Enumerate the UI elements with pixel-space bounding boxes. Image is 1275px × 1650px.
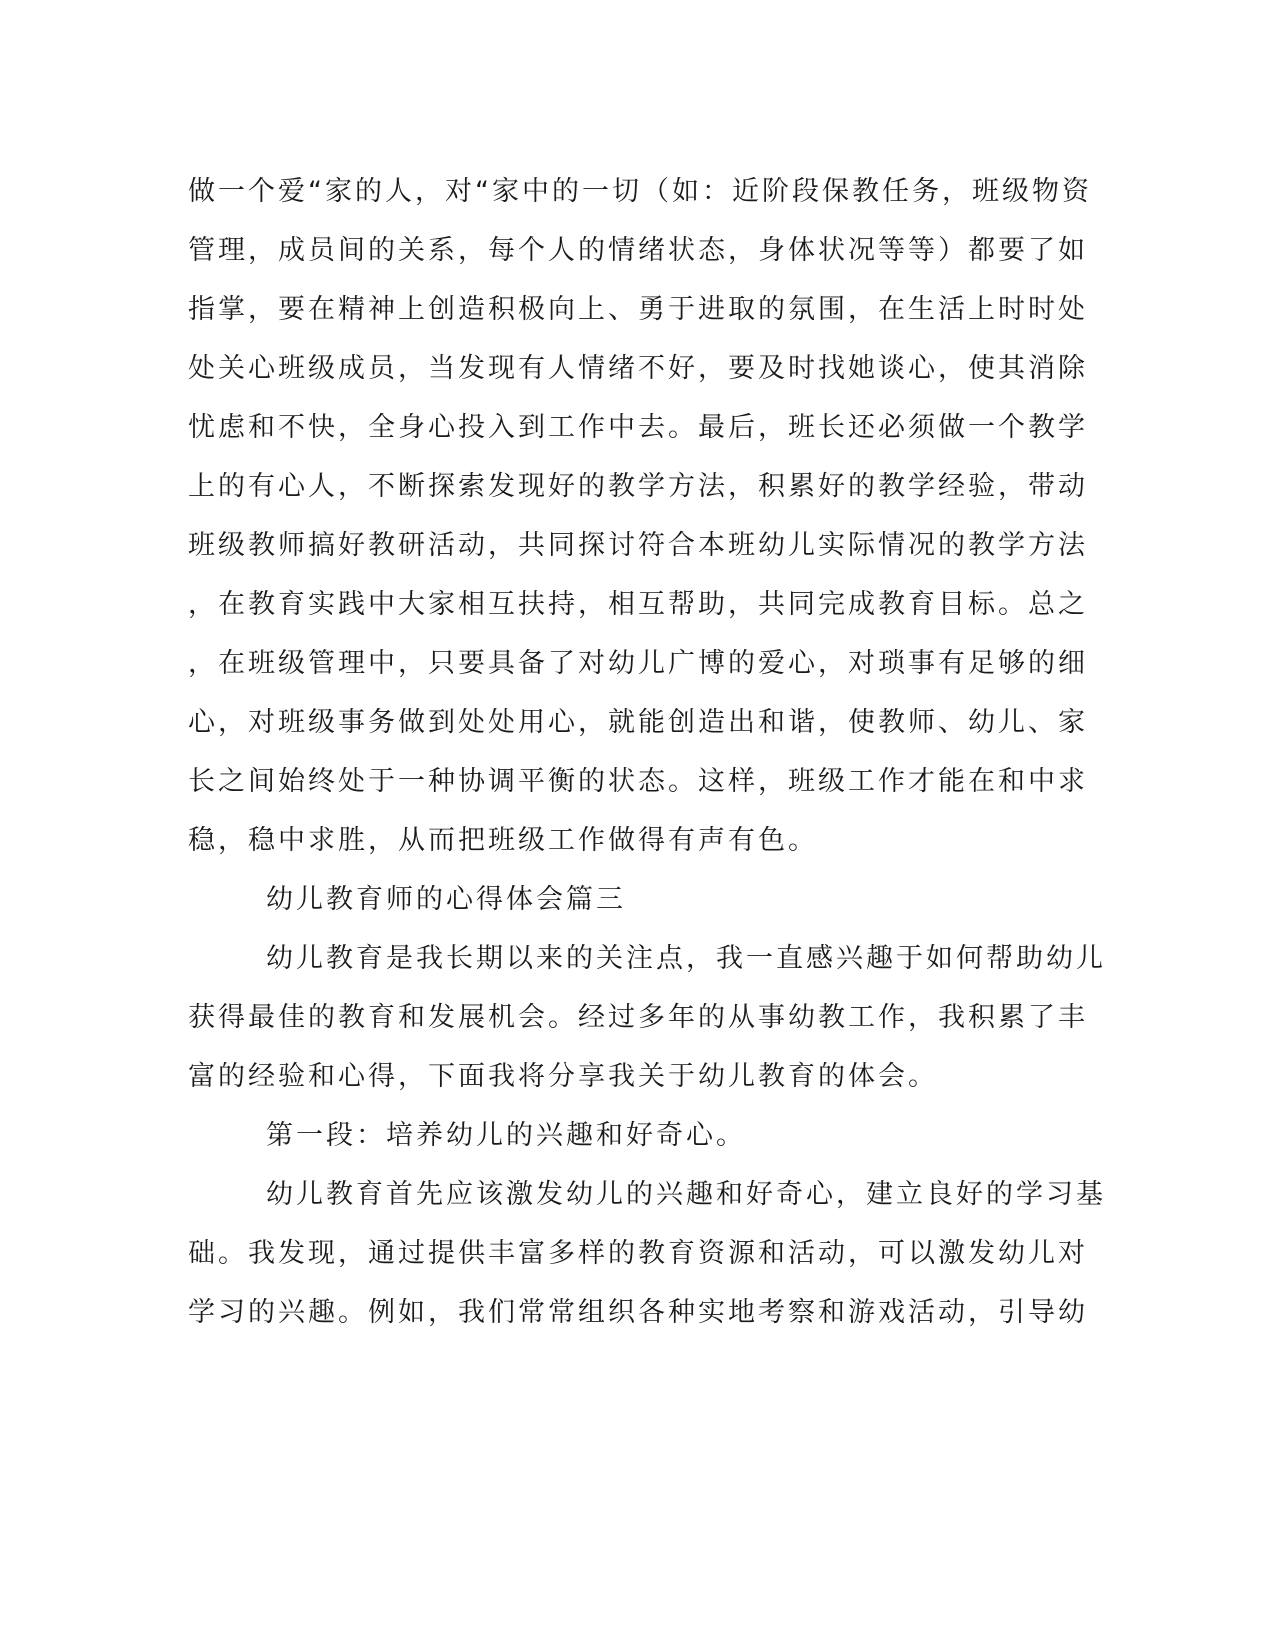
text-line: 忧虑和不快，全身心投入到工作中去。最后，班长还必须做一个教学	[188, 412, 1088, 443]
text-line: 学习的兴趣。例如，我们常常组织各种实地考察和游戏活动，引导幼	[188, 1297, 1088, 1328]
text-line: 班级教师搞好教研活动，共同探讨符合本班幼儿实际情况的教学方法	[188, 530, 1088, 561]
text-line: 富的经验和心得，下面我将分享我关于幼儿教育的体会。	[188, 1061, 938, 1092]
body-text	[188, 162, 1106, 1342]
text-line: ，在班级管理中，只要具备了对幼儿广博的爱心，对琐事有足够的细	[188, 648, 1088, 679]
text-line: 处关心班级成员，当发现有人情绪不好，要及时找她谈心，使其消除	[188, 353, 1088, 384]
text-line: 上的有心人，不断探索发现好的教学方法，积累好的教学经验，带动	[188, 471, 1088, 502]
text-line: 做一个爱“家的人，对“家中的一切（如：近阶段保教任务，班级物资	[188, 176, 1092, 207]
text-line: 长之间始终处于一种协调平衡的状态。这样，班级工作才能在和中求	[188, 766, 1088, 797]
text-line: 心，对班级事务做到处处用心，就能创造出和谐，使教师、幼儿、家	[188, 707, 1088, 738]
text-line: ，在教育实践中大家相互扶持，相互帮助，共同完成教育目标。总之	[188, 589, 1088, 620]
text-line: 幼儿教育首先应该激发幼儿的兴趣和好奇心，建立良好的学习基	[266, 1179, 1106, 1210]
text-line: 础。我发现，通过提供丰富多样的教育资源和活动，可以激发幼儿对	[188, 1238, 1088, 1269]
text-line: 稳，稳中求胜，从而把班级工作做得有声有色。	[188, 825, 818, 856]
subsection-heading: 第一段：培养幼儿的兴趣和好奇心。	[266, 1120, 746, 1151]
text-line: 幼儿教育是我长期以来的关注点，我一直感兴趣于如何帮助幼儿	[266, 943, 1106, 974]
text-line: 指掌，要在精神上创造积极向上、勇于进取的氛围，在生活上时时处	[188, 294, 1088, 325]
text-line: 管理，成员间的关系，每个人的情绪状态，身体状况等等）都要了如	[188, 235, 1088, 266]
section-heading: 幼儿教育师的心得体会篇三	[266, 884, 626, 915]
text-line: 获得最佳的教育和发展机会。经过多年的从事幼教工作，我积累了丰	[188, 1002, 1088, 1033]
